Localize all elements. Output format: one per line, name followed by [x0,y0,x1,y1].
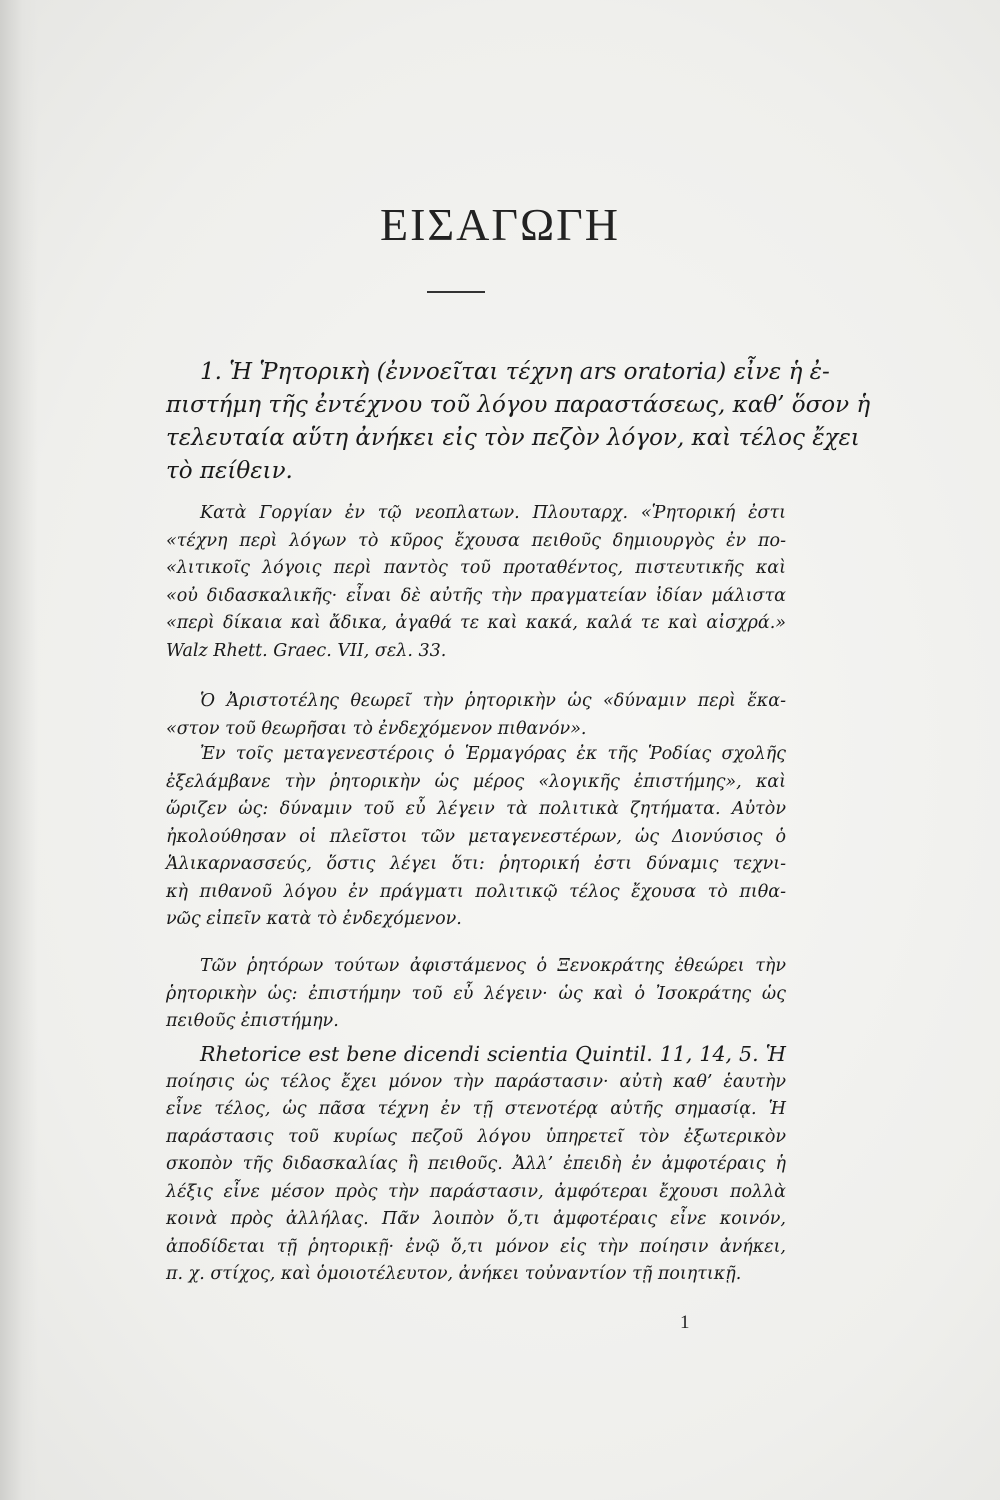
text-line: ἐξελάμβανε τὴν ῥητορικὴν ὡς μέρος «λογικῆς ἐπιστήμης», καὶ [166,771,786,792]
text-line: ὥριζεν ὡς: δύναμιν τοῦ εὖ λέγειν τὰ πολιτικὰ ζητήματα. Αὐτὸν [166,799,786,819]
paragraph-5 [166,953,786,1036]
text-line: πιστήμη τῆς ἐντέχνου τοῦ λόγου παραστάσεως, καθ’ ὅσον ἡ [166,392,871,418]
paragraph-1 [166,356,871,488]
text-line: Τῶν ῥητόρων τούτων ἀφιστάμενος ὁ Ξενοκράτης ἐθεώρει τὴν [200,956,786,976]
paragraph-6 [166,1041,786,1289]
paragraph-4 [166,741,786,934]
text-line: λέξις εἶνε μέσον πρὸς τὴν παράστασιν, ἀμφότεραι ἔχουσι πολλὰ [166,1181,786,1202]
text-line: εἶνε τέλος, ὡς πᾶσα τέχνη ἐν τῇ στενοτέρᾳ αὐτῆς σημασίᾳ. Ἡ [166,1099,786,1119]
text-line: νῶς εἰπεῖν κατὰ τὸ ἐνδεχόμενον. [166,909,462,929]
paragraph-3 [166,688,786,743]
text-line: πειθοῦς ἐπιστήμην. [166,1011,339,1031]
text-line: Ὁ Ἀριστοτέλης θεωρεῖ τὴν ῥητορικὴν ὡς «δύναμιν περὶ ἕκα- [200,691,786,711]
chapter-title: ΕΙΣΑΓΩΓΗ [379,199,620,250]
text-line: «περὶ δίκαια καὶ ἄδικα, ἀγαθά τε καὶ κακά, καλά τε καὶ αἰσχρά.» [166,613,786,633]
text-line: «στον τοῦ θεωρῆσαι τὸ ἐνδεχόμενον πιθανόν». [166,718,587,739]
page-number: 1 [680,1312,690,1333]
text-line: «οὐ διδασκαλικῆς· εἶναι δὲ αὐτῆς τὴν πραγματείαν ἰδίαν μάλιστα [166,585,786,606]
text-line: Κατὰ Γοργίαν ἐν τῷ νεοπλατων. Πλουταρχ. «Ῥητορική ἐστι [200,503,786,523]
text-line: «λιτικοῖς λόγοις περὶ παντὸς τοῦ προταθέντος, πιστευτικῆς καὶ [166,558,786,578]
text-line: τελευταία αὕτη ἀνήκει εἰς τὸν πεζὸν λόγον, καὶ τέλος ἔχει [166,425,860,451]
text-line: κοινὰ πρὸς ἀλλήλας. Πᾶν λοιπὸν ὅ,τι ἀμφοτέραις εἶνε κοινόν, [166,1209,786,1229]
text-line: ῥητορικὴν ὡς: ἐπιστήμην τοῦ εὖ λέγειν· ὡς καὶ ὁ Ἰσοκράτης ὡς [166,983,786,1004]
text-line: «τέχνη περὶ λόγων τὸ κῦρος ἔχουσα πειθοῦς δημιουργὸς ἐν πο- [166,530,786,551]
text-line: σκοπὸν τῆς διδασκαλίας ἢ πειθοῦς. Ἀλλ’ ἐπειδὴ ἐν ἀμφοτέραις ἡ [166,1154,786,1174]
text-line: Ἁλικαρνασσεύς, ὅστις λέγει ὅτι: ῥητορική ἐστι δύναμις τεχνι- [166,854,786,874]
text-line: ποίησις ὡς τέλος ἔχει μόνον τὴν παράστασιν· αὐτὴ καθ’ ἑαυτὴν [166,1071,786,1092]
text-line: ἀποδίδεται τῇ ῥητορικῇ· ἐνῷ ὅ,τι μόνον εἰς τὴν ποίησιν ἀνήκει, [166,1236,786,1257]
text-line: 1. Ἡ Ῥητορικὴ (ἐννοεῖται τέχνη ars oratoria) εἶνε ἡ ἐ- [200,359,830,385]
text-line: Walz Rhett. Graec. VII, σελ. 33. [166,640,447,661]
text-line: Rhetorice est bene dicendi scientia Quintil. 11, 14, 5. Ἡ [200,1042,786,1066]
text-line: τὸ πείθειν. [166,458,293,484]
title-divider [427,291,485,293]
text-line: Ἐν τοῖς μεταγενεστέροις ὁ Ἑρμαγόρας ἐκ τῆς Ῥοδίας σχολῆς [200,744,786,764]
text-line: κὴ πιθανοῦ λόγου ἐν πράγματι πολιτικῷ τέλος ἔχουσα τὸ πιθα- [166,881,786,902]
text-line: ἠκολούθησαν οἱ πλεῖστοι τῶν μεταγενεστέρων, ὡς Διονύσιος ὁ [166,826,786,847]
paragraph-2 [166,500,786,665]
text-line: π. χ. στίχος, καὶ ὁμοιοτέλευτον, ἀνήκει τοὐναντίον τῇ ποιητικῇ. [166,1264,742,1284]
text-line: παράστασις τοῦ κυρίως πεζοῦ λόγου ὑπηρετεῖ τὸν ἐξωτερικὸν [166,1126,786,1147]
